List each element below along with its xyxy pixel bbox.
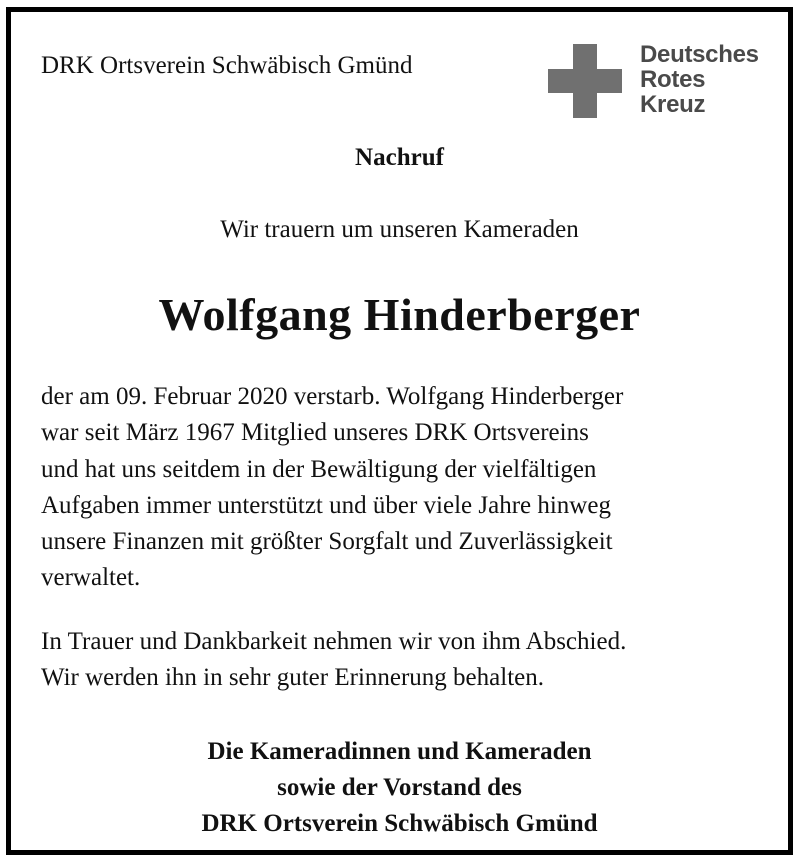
notice-heading: Nachruf [355, 144, 444, 171]
text-line: In Trauer und Dankbarkeit nehmen wir von ihm Abschied. [41, 628, 627, 655]
body-paragraph-1 [41, 379, 781, 597]
text-line: unsere Finanzen mit größter Sorgfalt und Zuverlässigkeit [41, 528, 613, 556]
red-cross-icon [548, 44, 622, 118]
text-line: der am 09. Februar 2020 verstarb. Wolfgang Hinderberger [41, 383, 624, 410]
logo-line: Kreuz [640, 91, 706, 118]
notice-intro: Wir trauern um unseren Kameraden [220, 216, 579, 243]
logo-line: Rotes [640, 66, 706, 93]
body-paragraph-2 [41, 624, 781, 697]
signature-line: sowie der Vorstand des [277, 774, 522, 801]
text-line: Wir werden ihn in sehr guter Erinnerung behalten. [41, 664, 544, 692]
organization-name: DRK Ortsverein Schwäbisch Gmünd [41, 52, 413, 79]
logo-wordmark [640, 42, 759, 117]
signature-line: Die Kameradinnen und Kameraden [207, 738, 592, 765]
obituary-notice [6, 7, 793, 855]
text-line: war seit März 1967 Mitglied unseres DRK Ortsvereins [41, 419, 589, 447]
text-line: Aufgaben immer unterstützt und über viele Jahre hinweg [41, 491, 611, 519]
drk-logo [548, 40, 788, 120]
signature-line: DRK Ortsverein Schwäbisch Gmünd [201, 810, 598, 837]
signature-block [11, 734, 788, 842]
deceased-name: Wolfgang Hinderberger [158, 289, 641, 340]
text-line: verwaltet. [41, 564, 141, 592]
text-line: und hat uns seitdem in der Bewältigung der vielfältigen [41, 455, 597, 483]
logo-line: Deutsches [640, 41, 759, 68]
